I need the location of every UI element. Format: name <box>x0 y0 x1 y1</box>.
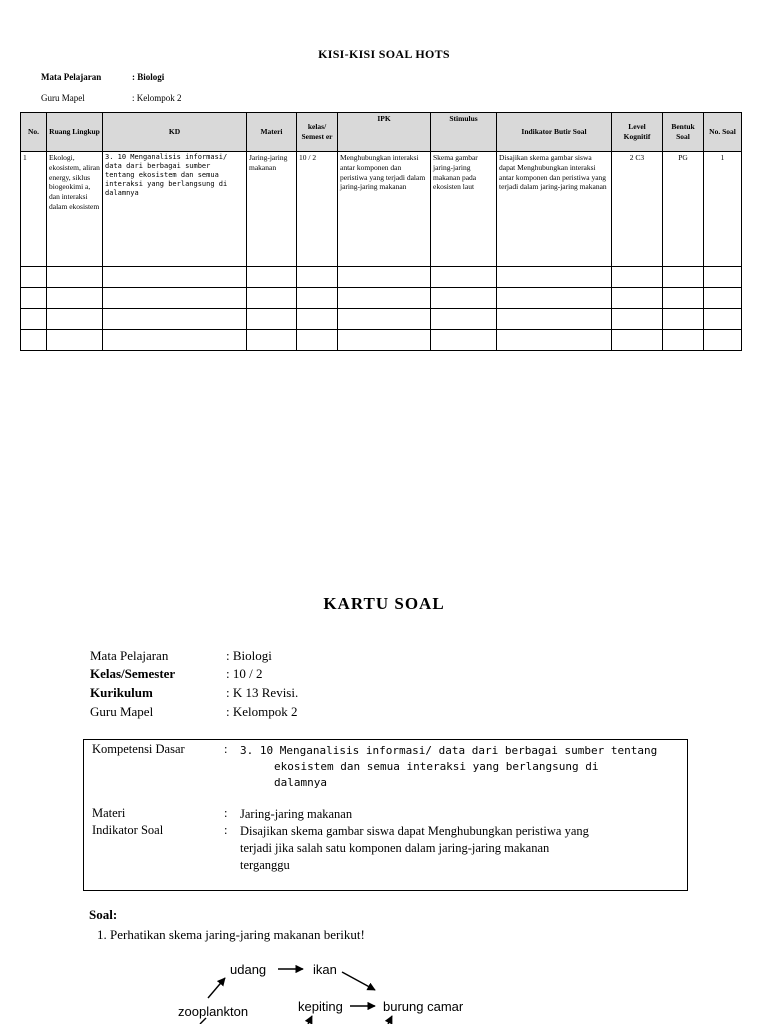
table-row-empty <box>21 288 742 309</box>
cell-materi: Jaring-jaring makanan <box>247 152 297 267</box>
header-cell: KD <box>103 113 247 152</box>
kartu-meta-mata-pelajaran <box>90 648 450 666</box>
node-udang: udang <box>230 962 267 977</box>
meta-value: : Biologi <box>226 648 272 663</box>
indikator-line-3: terganggu <box>240 858 290 872</box>
table-row-empty <box>21 267 742 288</box>
kd-line-2: ekosistem dan semua interaksi yang berlangsung di <box>274 760 599 773</box>
kompetensi-box <box>83 739 688 891</box>
colon: : <box>224 823 228 837</box>
header-cell: No. <box>21 113 47 152</box>
cell-nosoal: 1 <box>704 152 742 267</box>
meta-value: : Biologi <box>132 72 165 82</box>
cell-kd <box>103 152 247 267</box>
header-cell: kelas/ Semest er <box>297 113 338 152</box>
cell-ruang-lingkup: Ekologi, ekosistem, aliran energy, siklus biogeokimi a, dan interaksi dalam ekosistem <box>47 152 103 267</box>
node-ikan: ikan <box>313 962 337 977</box>
cell-stimulus: Skema gambar jaring-jaring makanan pada ekosisten laut <box>431 152 497 267</box>
kd-label: Kompetensi Dasar <box>92 742 185 756</box>
kartu-meta-kurikulum <box>90 685 450 703</box>
node-zooplankton: zooplankton <box>178 1004 249 1019</box>
indikator-label: Indikator Soal <box>92 823 164 837</box>
materi-label: Materi <box>92 806 126 820</box>
arrow-ikan-burung <box>342 972 375 990</box>
kd-number: 3. 10 <box>105 153 127 161</box>
arrow-stub <box>388 1016 392 1024</box>
cell-ipk: Menghubungkan interaksi antar komponen dan peristiwa yang terjadi dalam jaring-jaring makanan <box>338 152 431 267</box>
header-cell: Indikator Butir Soal <box>497 113 612 152</box>
kartu-meta-kelas-semester <box>90 666 450 684</box>
table-row <box>21 152 742 267</box>
colon: : <box>224 742 228 756</box>
header-cell: Bentuk Soal <box>663 113 704 152</box>
kartu-meta-guru-mapel <box>90 704 450 722</box>
node-kepiting: kepiting <box>298 999 343 1014</box>
meta-label: Kelas/Semester <box>90 666 176 681</box>
kd-text: Menganalisis informasi/ data dari berbagai sumber tentang ekosistem dan semua interaksi yang berlangsung di dalamnya <box>105 153 228 198</box>
food-web-diagram <box>170 950 500 1024</box>
meta-label: Kurikulum <box>90 685 153 700</box>
kisi-table <box>20 112 742 351</box>
kisi-title: KISI-KISI SOAL HOTS <box>318 47 450 61</box>
table-row-empty <box>21 309 742 330</box>
colon: : <box>224 806 228 820</box>
meta-value: : Kelompok 2 <box>226 704 298 719</box>
header-cell: Level Kognitif <box>612 113 663 152</box>
soal-label: Soal: <box>89 907 118 922</box>
question-1: 1. Perhatikan skema jaring-jaring makanan berikut! <box>97 927 365 942</box>
arrow-stub <box>308 1016 312 1024</box>
cell-level: 2 C3 <box>612 152 663 267</box>
meta-mata-pelajaran <box>41 72 341 84</box>
meta-guru-mapel <box>41 93 341 105</box>
cell-indikator: Disajikan skema gambar siswa dapat Menghubungkan interaksi antar komponen dan peristiwa yang terjadi dalam jaring-jaring makanan <box>497 152 612 267</box>
meta-label: Guru Mapel <box>41 93 85 103</box>
header-cell: IPK <box>338 113 431 152</box>
table-header-row <box>21 113 742 152</box>
cell-no: 1 <box>21 152 47 267</box>
cell-bentuk: PG <box>663 152 704 267</box>
meta-label: Mata Pelajaran <box>90 648 169 663</box>
materi-value: Jaring-jaring makanan <box>240 807 353 821</box>
indikator-line-1: Disajikan skema gambar siswa dapat Menghubungkan peristiwa yang <box>240 824 589 838</box>
kd-line-3: dalamnya <box>274 776 327 789</box>
header-cell: Materi <box>247 113 297 152</box>
table-row-empty <box>21 330 742 351</box>
meta-value: : Kelompok 2 <box>132 93 182 103</box>
meta-label: Mata Pelajaran <box>41 72 102 82</box>
header-cell: Ruang Lingkup <box>47 113 103 152</box>
header-cell: No. Soal <box>704 113 742 152</box>
indikator-line-2: terjadi jika salah satu komponen dalam jaring-jaring makanan <box>240 841 550 855</box>
header-cell: Stimulus <box>431 113 497 152</box>
meta-value: : K 13 Revisi. <box>226 685 299 700</box>
node-burung-camar: burung camar <box>383 999 464 1014</box>
meta-value: : 10 / 2 <box>226 666 263 681</box>
cell-kelas: 10 / 2 <box>297 152 338 267</box>
arrow-zooplankton-udang <box>208 978 225 998</box>
kd-line-1: 3. 10 Menganalisis informasi/ data dari berbagai sumber tentang <box>240 744 658 757</box>
meta-label: Guru Mapel <box>90 704 154 719</box>
kartu-title: KARTU SOAL <box>323 594 445 613</box>
